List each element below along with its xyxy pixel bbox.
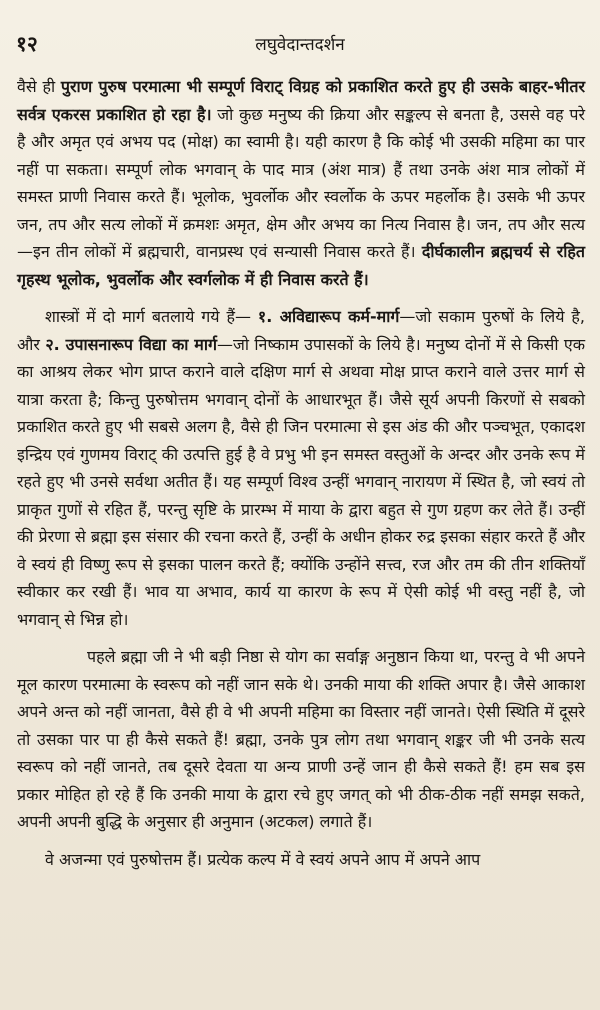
- page-number: १२: [16, 32, 38, 56]
- text-segment: पहले ब्रह्मा जी ने भी बड़ी निष्ठा से योग का सर्वाङ्ग अनुष्ठान किया था, परन्तु वे भी अपने मूल कारण परमात्मा के स्वरूप को नहीं जान सके थे। उनकी माया की शक्ति अपार है। जैसे आकाश अपने अन्त को नहीं जानता, वैसे ही वे भी अपनी महिमा का विस्तार नहीं जानते। ऐसी स्थिति में दूसरे तो उसका पार पा ही कैसे सकते हैं! ब्रह्मा, उनके पुत्र लोग तथा भगवान् शङ्कर जी भी उनके सत्य स्वरूप को नहीं जानते, तब दूसरे देवता या अन्य प्राणी उन्हें जान ही कैसे सकते हैं! हम सब इस प्रकार मोहित हो रहे हैं कि उनकी माया के द्वारा रचे हुए जगत् को भी ठीक-ठीक नहीं समझ सकते, अपनी अपनी बुद्धि के अनुसार ही अनुमान (अटकल) लगाते हैं।: [17, 647, 585, 831]
- paragraph: [17, 643, 585, 836]
- bold-text-segment: दीर्घकालीन ब्रह्मचर्य से रहित गृहस्थ भूलोक, भुवर्लोक और स्वर्गलोक में ही निवास करते हैं।: [17, 242, 585, 289]
- body-text: [17, 73, 585, 873]
- paragraph: [17, 303, 585, 633]
- running-title: लघुवेदान्तदर्शन: [255, 35, 345, 55]
- bold-text-segment: २. उपासनारूप विद्या का मार्ग: [45, 334, 217, 354]
- text-segment: शास्त्रों में दो मार्ग बतलाये गये हैं—: [45, 307, 258, 326]
- paragraph: [17, 846, 585, 874]
- bold-text-segment: पुराण पुरुष परमात्मा भी सम्पूर्ण विराट् विग्रह को प्रकाशित करते हुए ही उसके बाहर-भीतर सर्वत्र एकरस प्रकाशित हो रहा है।: [17, 77, 585, 124]
- bold-text-segment: १. अविद्यारूप कर्म-मार्ग: [257, 307, 400, 326]
- page-header: [16, 30, 584, 58]
- text-segment: वैसे ही: [17, 77, 61, 96]
- paragraph: [17, 73, 585, 293]
- text-segment: —जो सकाम पुरुषों के लिये है, और: [17, 307, 585, 354]
- text-segment: जो कुछ मनुष्य की क्रिया और सङ्कल्प से बनता है, उससे वह परे है और अमृत एवं अभय पद (मोक्ष) का स्वामी है। यही कारण है कि कोई भी उसकी महिमा का पार नहीं पा सकता। सम्पूर्ण लोक भगवान् के पाद मात्र (अंश मात्र) हैं तथा उनके अंश मात्र लोकों में समस्त प्राणी निवास करते हैं। भूलोक, भुवर्लोक और स्वर्लोक के ऊपर महर्लोक है। उसके भी ऊपर जन, तप और सत्य लोकों में क्रमशः अमृत, क्षेम और अभय का नित्य निवास है। जन, तप और सत्य—इन तीन लोकों में ब्रह्मचारी, वानप्रस्थ एवं सन्यासी निवास करते हैं।: [17, 104, 585, 261]
- text-segment: —जो निष्काम उपासकों के लिये है। मनुष्य दोनों में से किसी एक का आश्रय लेकर भोग प्राप्त कराने वाले दक्षिण मार्ग से अथवा मोक्ष प्राप्त कराने वाले उत्तर मार्ग से यात्रा करता है; किन्तु पुरुषोत्तम भगवान् दोनों के आधारभूत हैं। जैसे सूर्य अपनी किरणों से सबको प्रकाशित करते हुए भी सबसे अलग है, वैसे ही जिन परमात्मा से इस अंड की और पञ्चभूत, एकादश इन्द्रिय एवं गुणमय विराट् की उत्पत्ति हुई है वे प्रभु भी इन समस्त वस्तुओं के अन्दर और उनके रूप में रहते हुए भी उनसे सर्वथा अतीत हैं। यह सम्पूर्ण विश्व उन्हीं भगवान् नारायण में स्थित है, जो स्वयं तो प्राकृत गुणों से रहित हैं, परन्तु सृष्टि के प्रारम्भ में माया के द्वारा बहुत से गुण ग्रहण कर लेते हैं। उन्हीं की प्रेरणा से ब्रह्मा इस संसार की रचना करते हैं, उन्हीं के अधीन होकर रुद्र इसका संहार करते हैं और वे स्वयं ही विष्णु रूप से इसका पालन करते हैं; क्योंकि उन्होंने सत्त्व, रज और तम की तीन शक्तियाँ स्वीकार कर रखी हैं। भाव या अभाव, कार्य या कारण के रूप में ऐसी कोई भी वस्तु नहीं है, जो भगवान् से भिन्न हो।: [17, 334, 585, 629]
- text-segment: वे अजन्मा एवं पुरुषोत्तम हैं। प्रत्येक कल्प में वे स्वयं अपने आप में अपने आप: [45, 849, 481, 869]
